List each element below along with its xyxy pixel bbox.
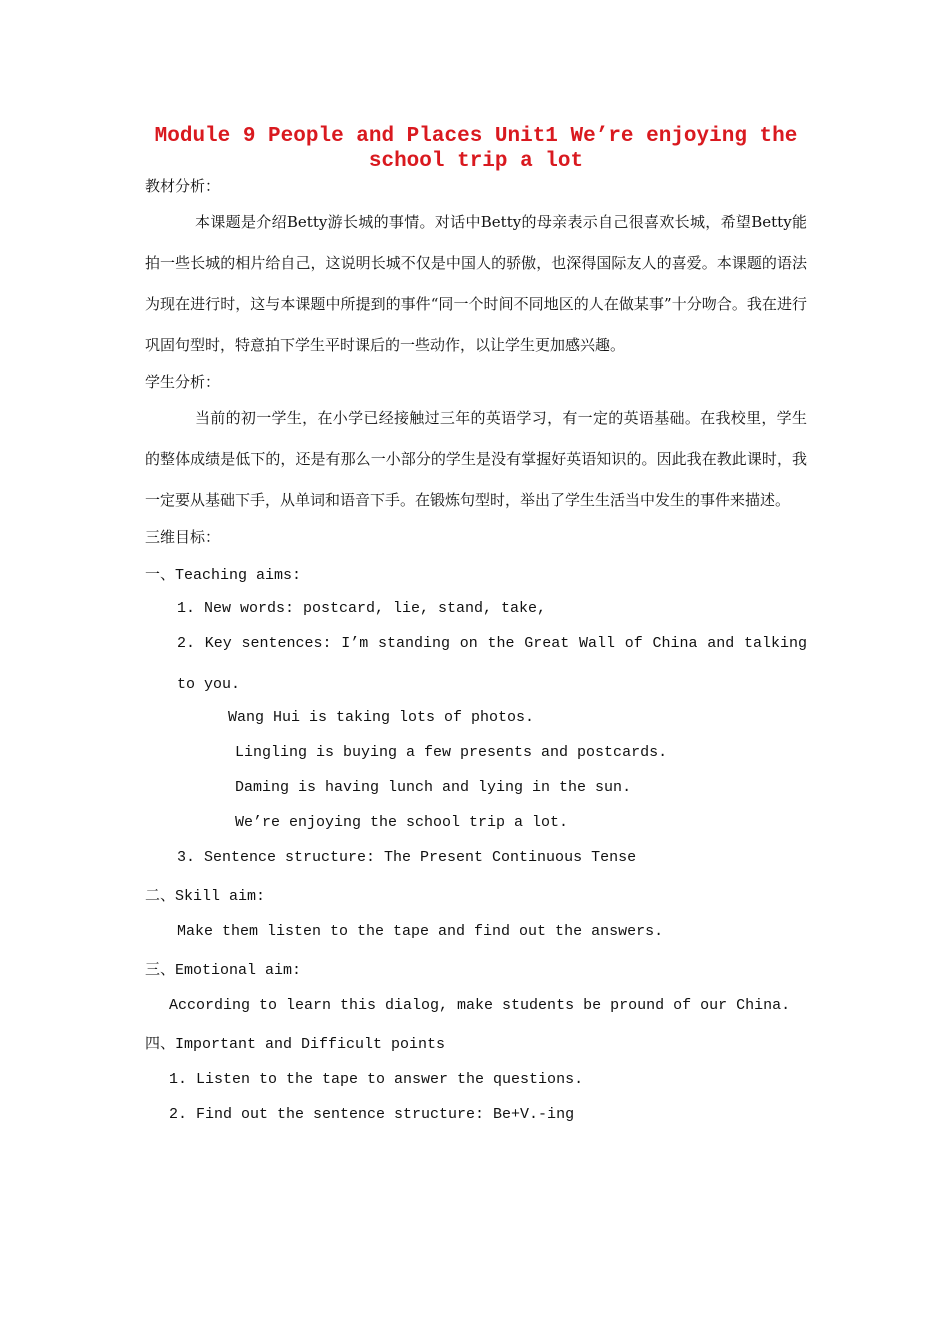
document-title: Module 9 People and Places Unit1 We’re enjoying the school trip a lot [154, 125, 798, 173]
key-sentence-2: Lingling is buying a few presents and postcards. [235, 744, 668, 761]
important-points-item-1: 1. Listen to the tape to answer the questions. [169, 1071, 584, 1088]
key-sentence-1: Wang Hui is taking lots of photos. [228, 709, 535, 726]
material-analysis-heading: 教材分析： [145, 177, 221, 195]
emotional-aim-text: According to learn this dialog, make students be pround of our China. [169, 997, 791, 1014]
skill-aim-text: Make them listen to the tape and find out the answers. [177, 923, 664, 940]
skill-aim-label: 二、Skill aim: [145, 888, 266, 905]
sentence-structure-item: 3. Sentence structure: The Present Continuous Tense [177, 849, 637, 866]
objectives-heading: 三维目标： [145, 528, 221, 546]
student-analysis-paragraph: 当前的初一学生，在小学已经接触过三年的英语学习，有一定的英语基础。在我校里，学生的整体成绩是低下的，还是有那么一小部分的学生是没有掌握好英语知识的。因此我在教此课时，我一定要从基础下手，从单词和语音下手。在锻炼句型时，举出了学生生活当中发生的事件来描述。 [145, 409, 807, 509]
important-points-item-2: 2. Find out the sentence structure: Be+V.-ing [169, 1106, 575, 1123]
student-analysis-heading: 学生分析： [145, 373, 221, 391]
key-sentence-4: We’re enjoying the school trip a lot. [235, 814, 569, 831]
document-page [145, 124, 807, 1123]
emotional-aim-label: 三、Emotional aim: [145, 962, 302, 979]
important-points-label: 四、Important and Difficult points [145, 1036, 446, 1053]
teaching-aims-label: 一、Teaching aims: [145, 567, 302, 584]
new-words-item: 1. New words: postcard, lie, stand, take, [177, 600, 547, 617]
key-sentence-3: Daming is having lunch and lying in the sun. [235, 779, 632, 796]
key-sentences-item: 2. Key sentences: I’m standing on the Great Wall of China and talking to you. [177, 635, 807, 693]
material-analysis-paragraph: 本课题是介绍Betty游长城的事情。对话中Betty的母亲表示自己很喜欢长城，希望Betty能拍一些长城的相片给自己，这说明长城不仅是中国人的骄傲，也深得国际友人的喜爱。本课题的语法为现在进行时，这与本课题中所提到的事件“同一个时间不同地区的人在做某事”十分吻合。我在进行巩固句型时，特意拍下学生平时课后的一些动作，以让学生更加感兴趣。 [145, 213, 807, 354]
